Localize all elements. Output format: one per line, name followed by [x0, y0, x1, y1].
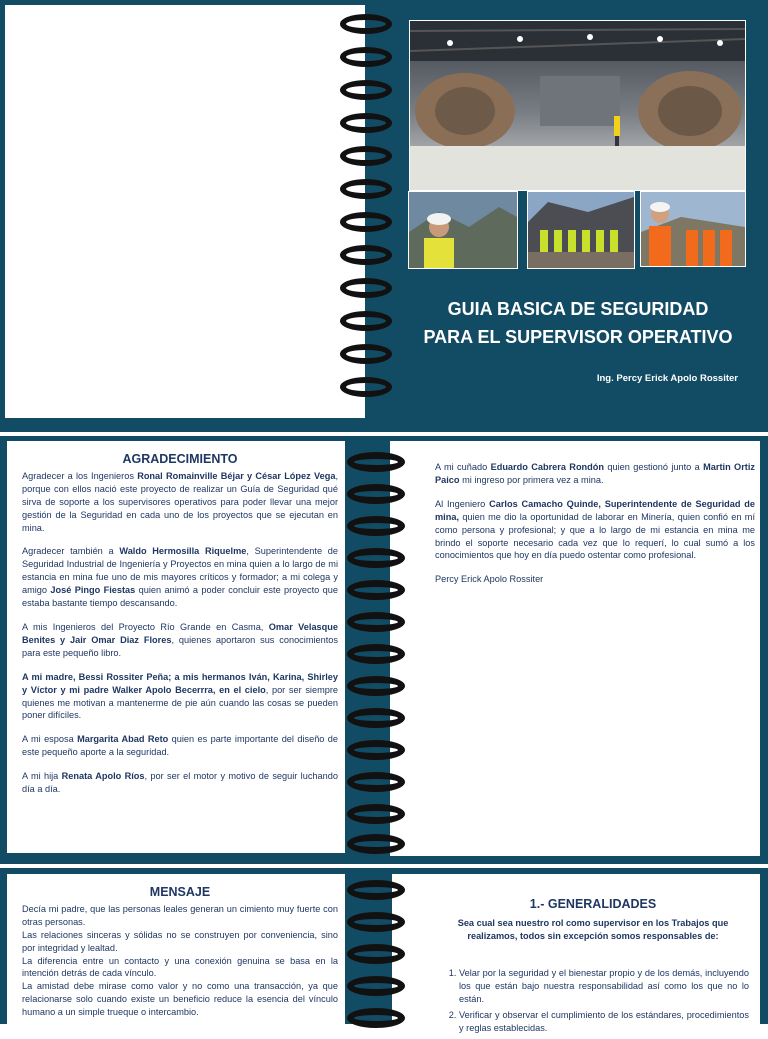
- spiral-ring: [340, 80, 392, 100]
- responsibility-list: [437, 967, 749, 1036]
- ack2-paragraph-2: [435, 498, 755, 563]
- spiral-ring: [340, 377, 392, 397]
- spiral-ring: [347, 834, 405, 854]
- spiral-ring: [340, 245, 392, 265]
- names: Margarita Abad Reto: [77, 734, 169, 745]
- spiral-ring: [347, 740, 405, 760]
- text: , quienes aportaron sus conocimientos para este pequeño libro.: [22, 634, 338, 658]
- names: Waldo Hermosilla Riquelme: [119, 546, 247, 557]
- list-item: 1. Velar por la seguridad y el bienestar propio y de los demás, incluyendo los que están bajo nuestra responsabilidad así como los que no lo están.: [459, 967, 749, 1006]
- text: , por ser el motor y motivo de seguir luchando día a día.: [22, 771, 338, 795]
- cover-title-line1: GUIA BASICA DE SEGURIDAD: [447, 299, 709, 319]
- spiral-ring: [347, 644, 405, 664]
- signature: Percy Erick Apolo Rossiter: [435, 574, 544, 585]
- message-line: Decía mi padre, que las personas leales generan un cimiento muy fuerte con otras personas.: [22, 903, 338, 927]
- spiral-ring: [340, 14, 392, 34]
- ack2-paragraph-1: [435, 461, 755, 487]
- spiral-ring: [340, 278, 392, 298]
- spiral-ring: [347, 976, 405, 996]
- engineers-photo: [640, 191, 746, 267]
- text: quien gestionó junto a: [604, 462, 704, 472]
- spiral-ring: [347, 516, 405, 536]
- ack-paragraph-2: [22, 545, 338, 610]
- team-photo: [527, 191, 635, 269]
- spiral-ring: [340, 113, 392, 133]
- text: quien animó a poder concluir este proyecto que estaba bastante tiempo descansando.: [22, 585, 338, 609]
- generalities-intro: Sea cual sea nuestro rol como supervisor en los Trabajos que realizamos, todos sin excepción somos responsables de:: [457, 917, 729, 941]
- ack-paragraph-6: [22, 770, 338, 796]
- spiral-ring: [347, 676, 405, 696]
- acknowledgement-page-continued: [435, 461, 755, 597]
- text: Agradecer a los Ingenieros: [22, 470, 138, 481]
- spiral-ring: [340, 179, 392, 199]
- spiral-ring: [340, 47, 392, 67]
- cover-blank-page: [5, 5, 365, 418]
- list-item: 2. Verificar y observar el cumplimiento de los estándares, procedimientos y reglas establecidas.: [459, 1009, 749, 1035]
- names: Carlos Camacho Quinde, Superintendente de Seguridad de mina,: [435, 498, 755, 522]
- text: , por ser siempre quienes me motivan a mantenerme de pie aún cuando las cosas se pueden poner difíciles.: [22, 684, 338, 721]
- names: A mi madre, Bessi Rossiter Peña; a mis hermanos Iván, Karina, Shirley y Víctor y mi padre Walker Apolo Becerrra, en el cielo: [22, 671, 338, 695]
- text: quien me dio la oportunidad de laborar en Minería, quien confió en mí como persona y profesional; y que a lo largo de mi estancia en mina me brindo el soporte necesario cada vez que lo requerí, lo cual sumó a los conocimientos que hoy en día puedo ostentar como profesional.: [435, 511, 755, 561]
- generalities-page: [437, 898, 749, 1039]
- message-page: [22, 886, 338, 1019]
- spiral-ring: [347, 1008, 405, 1028]
- text: A mi cuñado: [435, 462, 491, 472]
- names: Omar Velasque Benites y Jair Omar Diaz Flores: [22, 621, 339, 645]
- ack-heading: AGRADECIMIENTO: [122, 452, 238, 466]
- text: , Superintendente de Seguridad Industrial de Ingeniería y Proyectos en mina quien a lo largo de mi estancia en mina fue uno de mis mayores críticos y formador; a mi colega y amigo: [22, 546, 339, 596]
- spiral-ring: [340, 146, 392, 166]
- spiral-ring: [347, 452, 405, 472]
- text: A mi hija: [22, 771, 62, 782]
- ack-paragraph-3: [22, 621, 338, 660]
- spiral-ring: [347, 772, 405, 792]
- cover-author: Ing. Percy Erick Apolo Rossiter: [596, 373, 738, 384]
- names: Martin Ortiz Paico: [435, 462, 755, 485]
- text: , porque con ellos nació este proyecto de realizar un Guía de Seguridad qué sirva de soporte a los supervisores operativos para poder llevar una mejor gestión de la Seguridad en cada uno de los proyectos que se ejecutan en mina.: [22, 470, 339, 533]
- text: A mis Ingenieros del Proyecto Río Grande en Casma,: [22, 621, 269, 632]
- spiral-ring: [347, 912, 405, 932]
- spiral-ring: [347, 880, 405, 900]
- message-line: La diferencia entre un contacto y una conexión genuina se basa en la intención detrás de cada vínculo.: [22, 955, 338, 979]
- spiral-ring: [340, 311, 392, 331]
- text: A mi esposa: [22, 734, 78, 745]
- ack-paragraph-5: [22, 733, 338, 759]
- spiral-ring: [347, 612, 405, 632]
- cover-title-line2: PARA EL SUPERVISOR OPERATIVO: [423, 327, 733, 347]
- names: Eduardo Cabrera Rondón: [490, 462, 605, 472]
- generalities-heading: 1.- GENERALIDADES: [529, 897, 657, 911]
- spiral-ring: [340, 344, 392, 364]
- spiral-ring: [347, 804, 405, 824]
- message-line: La amistad debe mirase como valor y no como una transacción, ya que relacionarse solo cuando existe un beneficio reduce la esencia del vínculo humano a un simple trueque o intercambio.: [22, 981, 338, 1018]
- cover-sheet: [0, 0, 768, 432]
- spiral-ring: [347, 484, 405, 504]
- spiral-ring: [340, 212, 392, 232]
- text: Agradecer también a: [22, 546, 120, 557]
- spiral-ring: [347, 708, 405, 728]
- text: mi ingreso por primera vez a mina.: [459, 474, 604, 485]
- message-sheet: [0, 868, 768, 1034]
- names: José Pingo Fiestas: [50, 585, 136, 596]
- acknowledgement-sheet: [0, 436, 768, 864]
- text: Al Ingeniero: [435, 498, 490, 509]
- ack-paragraph-1: [22, 470, 338, 535]
- ack-paragraph-4: [22, 671, 338, 723]
- names: Ronal Romainville Béjar y César López Vega: [137, 470, 336, 481]
- mill-plant-photo: [409, 20, 746, 191]
- spiral-ring: [347, 548, 405, 568]
- names: Renata Apolo Ríos: [61, 771, 145, 782]
- spiral-ring: [347, 944, 405, 964]
- worker-photo: [408, 191, 518, 269]
- message-heading: MENSAJE: [149, 885, 211, 899]
- message-line: Las relaciones sinceras y sólidas no se construyen por conveniencia, sino por integridad y lealtad.: [22, 929, 338, 953]
- spiral-ring: [347, 580, 405, 600]
- text: quien es parte importante del diseño de este pequeño aporte a la seguridad.: [22, 734, 339, 758]
- acknowledgement-page: [22, 453, 338, 807]
